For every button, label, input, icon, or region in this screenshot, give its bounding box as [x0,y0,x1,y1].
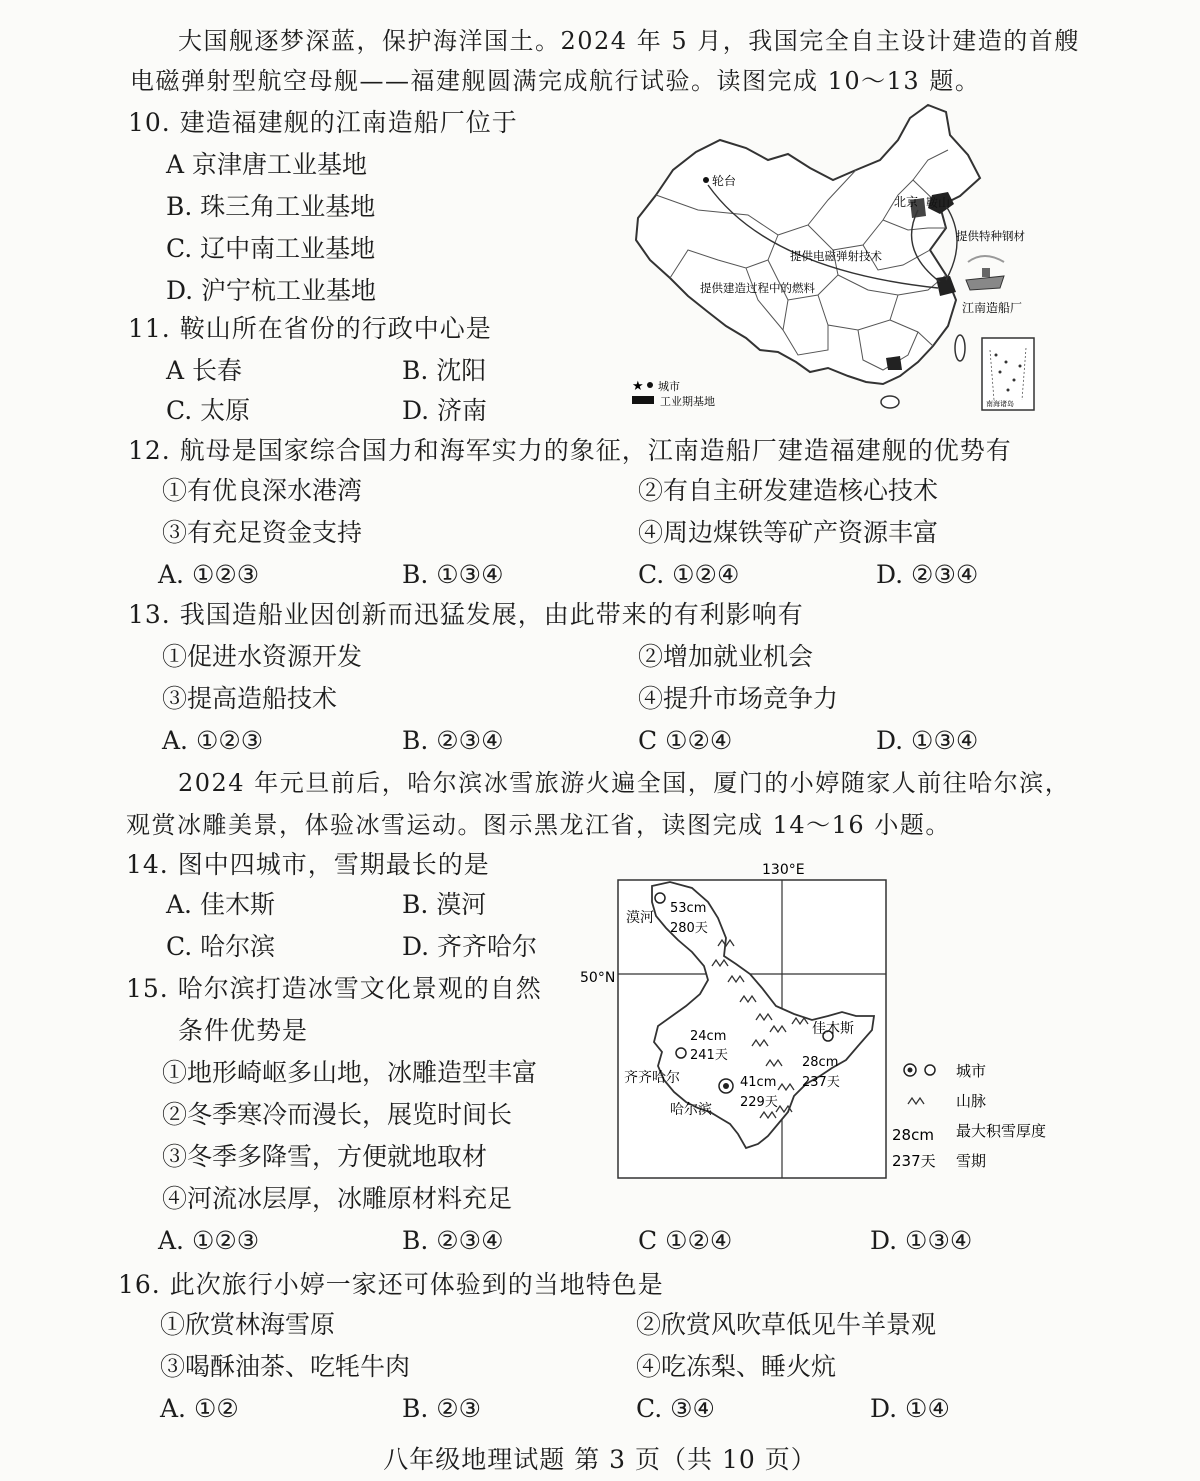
intro2-line2: 观赏冰雕美景，体验冰雪运动。图示黑龙江省，读图完成 14～16 小题。 [126,811,951,839]
mohe-days: 280天 [670,921,708,936]
legend-days-label: 雪期 [956,1152,987,1170]
q16-item-2: ②欣赏风吹草低见牛羊景观 [636,1310,937,1339]
q11-stem: 11. 鞍山所在省份的行政中心是 [128,314,492,343]
china-industry-map [628,100,1048,415]
q14-option-a[interactable]: A. 佳木斯 [166,890,275,919]
q12-item-3: ③有充足资金支持 [162,518,363,547]
jiamusi-name: 佳木斯 [812,1021,854,1037]
q11-option-c[interactable]: C. 太原 [166,396,251,425]
q12-item-4: ④周边煤铁等矿产资源丰富 [638,518,939,547]
legend-base-label: 工业期基地 [660,395,715,408]
q12-stem: 12. 航母是国家综合国力和海军实力的象征，江南造船厂建造福建舰的优势有 [128,436,1012,465]
q15-stem-line1: 15. 哈尔滨打造冰雪文化景观的自然 [126,974,542,1003]
q13-option-a[interactable]: A. ①②③ [162,726,264,755]
q13-item-4: ④提升市场竞争力 [638,684,839,713]
q10-option-a[interactable]: A 京津唐工业基地 [166,150,368,179]
harbin-name: 哈尔滨 [670,1102,712,1118]
q16-item-3: ③喝酥油茶、吃牦牛肉 [160,1352,411,1381]
q13-item-2: ②增加就业机会 [638,642,814,671]
legend-city-label: 城市 [658,380,680,393]
q12-option-d[interactable]: D. ②③④ [876,560,979,589]
q14-stem: 14. 图中四城市，雪期最长的是 [126,850,490,879]
q15-stem-line2: 条件优势是 [178,1016,309,1045]
q12-item-2: ②有自主研发建造核心技术 [638,476,939,505]
q16-option-b[interactable]: B. ②③ [402,1394,482,1423]
legend-mountain-label: 山脉 [956,1092,987,1110]
q16-option-a[interactable]: A. ①② [160,1394,239,1423]
q16-item-4: ④吃冻梨、睡火炕 [636,1352,837,1381]
label-steel: 提供特种钢材 [956,229,1025,243]
q12-option-c[interactable]: C. ①②④ [638,560,740,589]
intro2-line1: 2024 年元旦前后，哈尔滨冰雪旅游火遍全国，厦门的小婷随家人前往哈尔滨， [178,769,1071,797]
harbin-days: 229天 [740,1095,778,1110]
q10-stem: 10. 建造福建舰的江南造船厂位于 [128,108,518,137]
q11-option-a[interactable]: A 长春 [166,356,243,385]
label-anshan: 鞍山 [926,196,951,210]
q10-option-c[interactable]: C. 辽中南工业基地 [166,234,376,263]
q16-option-c[interactable]: C. ③④ [636,1394,715,1423]
legend-depth-label: 最大积雪厚度 [956,1122,1047,1140]
q14-option-d[interactable]: D. 齐齐哈尔 [402,932,538,961]
mohe-snow: 53cm [670,901,707,916]
mohe-name: 漠河 [626,910,654,926]
aircraft-carrier-icon [966,256,1004,290]
q10-option-b[interactable]: B. 珠三角工业基地 [166,192,376,221]
label-beijing: 北京 [894,195,919,209]
q14-option-b[interactable]: B. 漠河 [402,890,487,919]
label-shipyard: 江南造船厂 [962,301,1023,315]
qiqihar-snow: 24cm [690,1029,727,1044]
q15-option-a[interactable]: A. ①②③ [158,1226,260,1255]
page-footer: 八年级地理试题 第 3 页（共 10 页） [383,1445,817,1474]
q12-option-a[interactable]: A. ①②③ [158,560,260,589]
label-longitude: 130°E [762,862,805,878]
q15-item-2: ②冬季寒冷而漫长，展览时间长 [162,1100,513,1129]
label-latitude: 50°N [580,970,616,986]
q12-option-b[interactable]: B. ①③④ [402,560,504,589]
legend-city-single-icon [925,1065,935,1075]
star-icon: ★ [632,379,644,394]
qiqihar-days: 241天 [690,1048,728,1063]
label-inset: 南海诸岛 [986,400,1014,408]
intro1-line1: 大国舰逐梦深蓝，保护海洋国土。2024 年 5 月，我国完全自主设计建造的首艘 [178,27,1080,55]
legend-city-label: 城市 [956,1062,987,1080]
legend-days-value: 237天 [892,1152,936,1170]
q13-stem: 13. 我国造船业因创新而迅猛发展，由此带来的有利影响有 [128,600,804,629]
jiamusi-days: 237天 [802,1075,840,1090]
q15-option-d[interactable]: D. ①③④ [870,1226,973,1255]
city-marker-mohe [655,893,665,903]
label-luntai: 轮台 [712,174,737,188]
arrow-steel [946,206,957,280]
city-marker-harbin-inner [723,1083,729,1089]
q15-item-3: ③冬季多降雪，方便就地取材 [162,1142,488,1171]
q11-option-b[interactable]: B. 沈阳 [402,356,487,385]
q16-item-1: ①欣赏林海雪原 [160,1310,336,1339]
q15-item-4: ④河流冰层厚，冰雕原材料充足 [162,1184,513,1213]
q16-option-d[interactable]: D. ①④ [870,1394,950,1423]
label-fuel: 提供建造过程中的燃料 [700,281,815,295]
q16-stem: 16. 此次旅行小婷一家还可体验到的当地特色是 [118,1270,664,1299]
qiqihar-name: 齐齐哈尔 [624,1070,680,1086]
industrial-base-zhusanjiao [886,356,902,370]
q15-option-b[interactable]: B. ②③④ [402,1226,504,1255]
q10-option-d[interactable]: D. 沪宁杭工业基地 [166,276,377,305]
q13-option-b[interactable]: B. ②③④ [402,726,504,755]
label-ems: 提供电磁弹射技术 [790,249,882,263]
q11-option-d[interactable]: D. 济南 [402,396,488,425]
q15-item-1: ①地形崎岖多山地，冰雕造型丰富 [162,1058,538,1087]
jiamusi-snow: 28cm [802,1055,839,1070]
q13-item-1: ①促进水资源开发 [162,642,363,671]
city-dot-luntai [703,177,709,183]
city-marker-qiqihar [676,1048,686,1058]
heilongjiang-map [580,856,1090,1186]
legend-mountain-icon [908,1098,924,1104]
legend-base-swatch [632,396,654,404]
q12-item-1: ①有优良深水港湾 [162,476,363,505]
q13-item-3: ③提高造船技术 [162,684,338,713]
q14-option-c[interactable]: C. 哈尔滨 [166,932,276,961]
intro1-line2: 电磁弹射型航空母舰——福建舰圆满完成航行试验。读图完成 10～13 题。 [130,67,981,95]
q15-option-c[interactable]: C ①②④ [638,1226,733,1255]
q13-option-c[interactable]: C ①②④ [638,726,733,755]
harbin-snow: 41cm [740,1075,777,1090]
legend-depth-value: 28cm [892,1126,934,1144]
q13-option-d[interactable]: D. ①③④ [876,726,979,755]
